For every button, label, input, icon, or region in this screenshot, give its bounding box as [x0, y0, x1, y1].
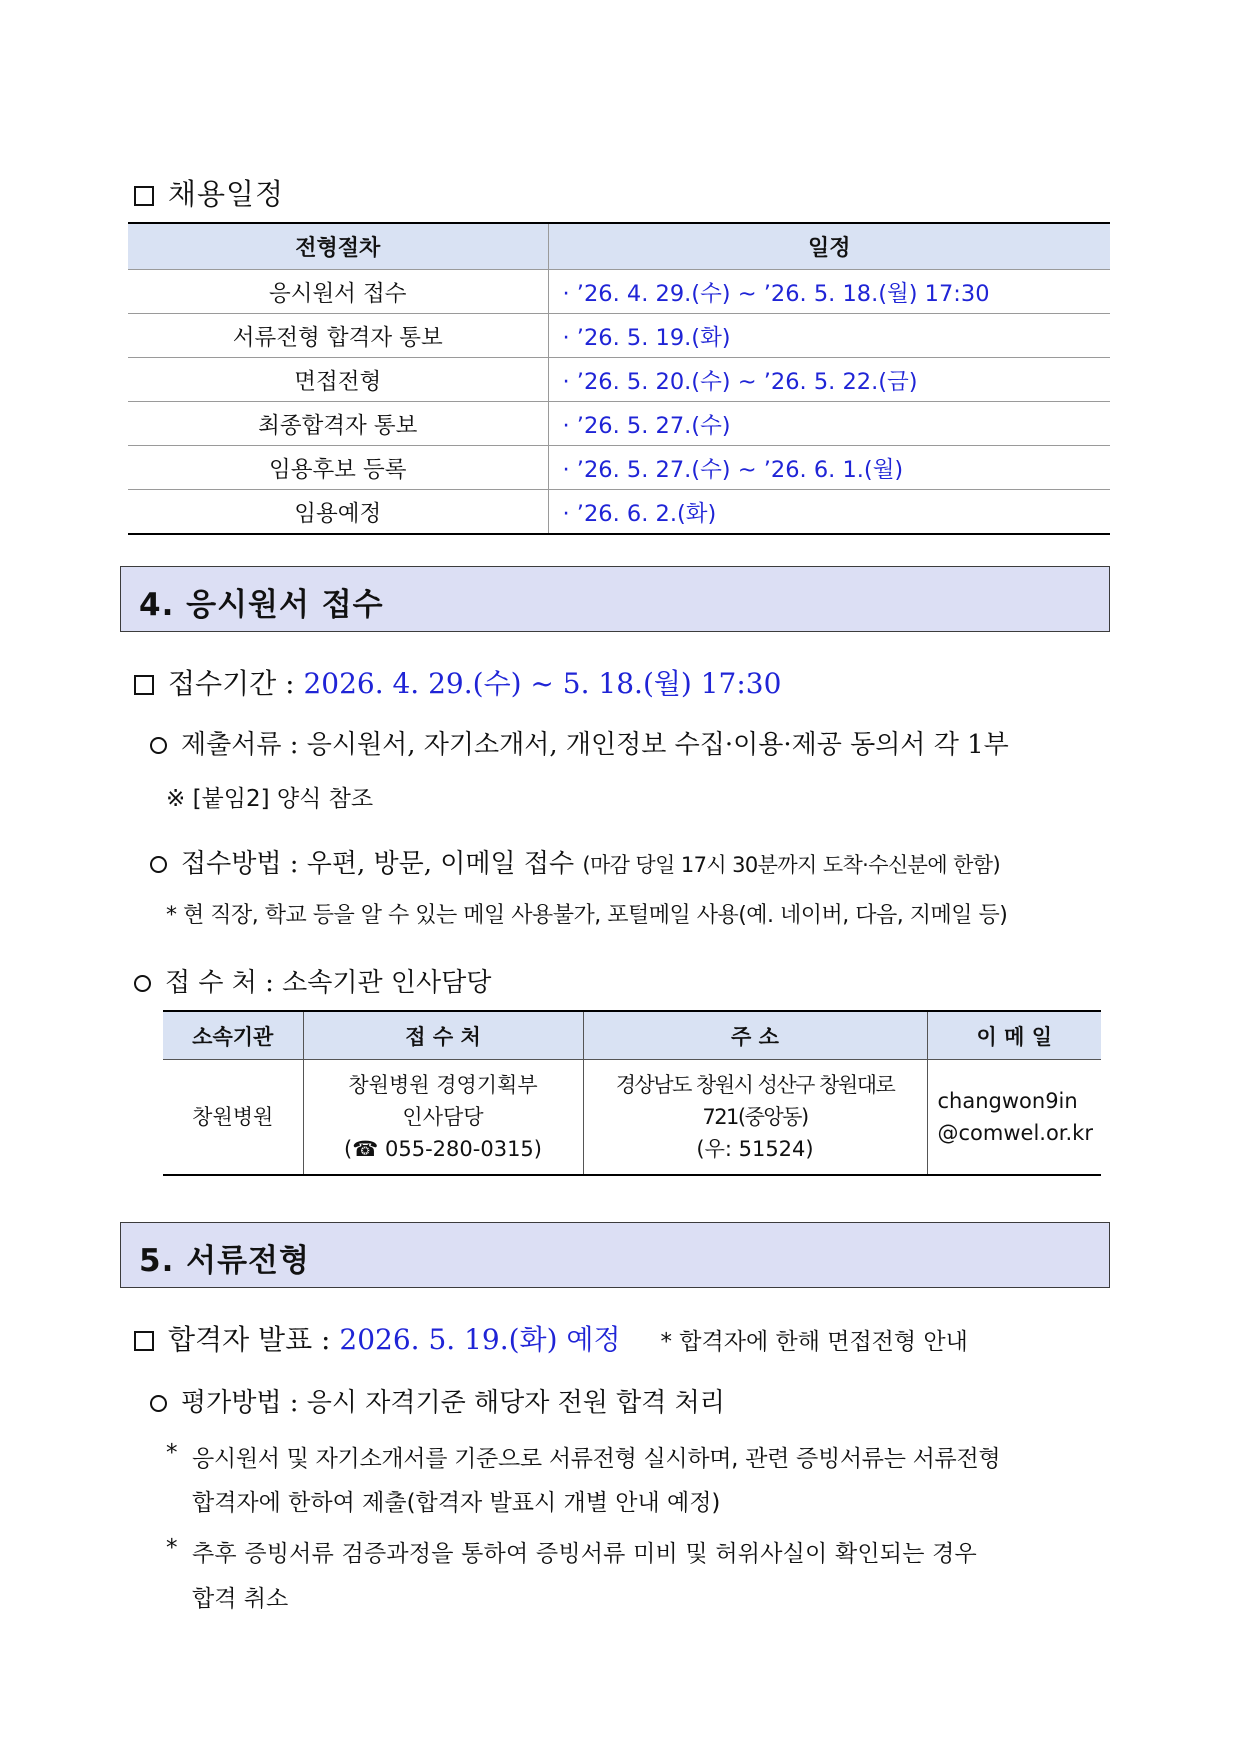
schedule-date: · ’26. 5. 27.(수) ~ ’26. 6. 1.(월): [548, 446, 1110, 490]
receipt-table: [163, 1010, 1101, 1176]
note1-line2: 합격자에 한하여 제출(합격자 발표시 개별 안내 예정): [192, 1490, 721, 1516]
address-postal: (우: 51524): [696, 1137, 814, 1161]
email-line: @comwel.or.kr: [937, 1121, 1093, 1145]
submit-docs-note: ※ [붙임2] 양식 참조: [166, 786, 374, 812]
receipt-period-value: 2026. 4. 29.(수) ~ 5. 18.(월) 17:30: [303, 667, 782, 700]
checkbox-square-icon: [134, 186, 154, 206]
col-header-date: 일정: [548, 223, 1110, 270]
table-row: [128, 270, 1110, 314]
receipt-place: [134, 962, 491, 999]
col-header-step: 전형절차: [128, 223, 548, 270]
announce: [134, 1318, 968, 1358]
announce-label: 합격자 발표 :: [168, 1323, 340, 1356]
schedule-heading: [134, 172, 284, 213]
receipt-method-paren: (마감 당일 17시 30분까지 도착·수신분에 한함): [582, 853, 1001, 877]
section4-title: 4. 응시원서 접수: [139, 587, 384, 623]
table-row: [128, 314, 1110, 358]
note1: [166, 1440, 178, 1466]
note1-line1: 응시원서 및 자기소개서를 기준으로 서류전형 실시하며, 관련 증빙서류는 서류전형: [192, 1446, 1001, 1472]
schedule-step: 서류전형 합격자 통보: [128, 314, 548, 358]
schedule-date: · ’26. 4. 29.(수) ~ ’26. 5. 18.(월) 17:30: [548, 270, 1110, 314]
note2: [166, 1535, 178, 1561]
circle-bullet-icon: [134, 975, 151, 992]
schedule-date: · ’26. 6. 2.(화): [548, 490, 1110, 535]
office-line: 창원병원 경영기획부: [348, 1073, 538, 1097]
address-line: 721(중앙동): [702, 1105, 808, 1129]
schedule-step: 면접전형: [128, 358, 548, 402]
note2-line1: 추후 증빙서류 검증과정을 통하여 증빙서류 미비 및 허위사실이 확인되는 경우: [192, 1541, 977, 1567]
table-row: [128, 402, 1110, 446]
section5-header: [120, 1222, 1110, 1288]
email-cell: [927, 1060, 1101, 1176]
eval-method-text: 평가방법 : 응시 자격기준 해당자 전원 합격 처리: [181, 1388, 725, 1418]
schedule-step: 응시원서 접수: [128, 270, 548, 314]
receipt-method-note: * 현 직장, 학교 등을 알 수 있는 메일 사용불가, 포털메일 사용(예. 네이버, 다음, 지메일 등): [166, 903, 1008, 928]
receipt-method-text: 접수방법 : 우편, 방문, 이메일 접수: [181, 849, 583, 879]
col-header-office: 접 수 처: [303, 1011, 583, 1060]
receipt-header-row: [163, 1011, 1101, 1060]
receipt-period: [134, 662, 781, 702]
table-row: [163, 1060, 1101, 1176]
checkbox-square-icon: [134, 1331, 154, 1351]
table-row: [128, 358, 1110, 402]
asterisk-icon: *: [166, 1535, 178, 1561]
org-cell: 창원병원: [163, 1060, 303, 1176]
office-cell: [303, 1060, 583, 1176]
email-line: changwon9in: [937, 1089, 1078, 1113]
submit-docs-text: 제출서류 : 응시원서, 자기소개서, 개인정보 수집·이용·제공 동의서 각 1부: [181, 730, 1009, 760]
table-row: [128, 446, 1110, 490]
col-header-email: 이 메 일: [927, 1011, 1101, 1060]
schedule-date: · ’26. 5. 19.(화): [548, 314, 1110, 358]
office-phone: (☎ 055-280-0315): [344, 1137, 542, 1161]
receipt-method: [150, 843, 1000, 880]
section5-title: 5. 서류전형: [139, 1243, 310, 1279]
schedule-heading-text: 채용일정: [168, 177, 285, 211]
address-cell: [583, 1060, 927, 1176]
col-header-address: 주 소: [583, 1011, 927, 1060]
section4-header: [120, 566, 1110, 632]
schedule-step: 최종합격자 통보: [128, 402, 548, 446]
schedule-date: · ’26. 5. 20.(수) ~ ’26. 5. 22.(금): [548, 358, 1110, 402]
checkbox-square-icon: [134, 675, 154, 695]
eval-method: [150, 1382, 725, 1419]
schedule-table: [128, 222, 1110, 535]
table-row: [128, 490, 1110, 535]
asterisk-icon: *: [166, 1440, 178, 1466]
submit-docs: [150, 724, 1009, 761]
receipt-period-label: 접수기간 :: [168, 667, 304, 700]
receipt-place-text: 접 수 처 : 소속기관 인사담당: [165, 968, 492, 998]
circle-bullet-icon: [150, 856, 167, 873]
col-header-org: 소속기관: [163, 1011, 303, 1060]
circle-bullet-icon: [150, 1395, 167, 1412]
announce-value: 2026. 5. 19.(화) 예정: [339, 1323, 621, 1356]
announce-note: * 합격자에 한해 면접전형 안내: [660, 1329, 968, 1355]
schedule-header-row: [128, 223, 1110, 270]
address-line: 경상남도 창원시 성산구 창원대로: [615, 1073, 895, 1097]
circle-bullet-icon: [150, 737, 167, 754]
note2-line2: 합격 취소: [192, 1586, 289, 1612]
office-line: 인사담당: [402, 1105, 484, 1129]
schedule-step: 임용예정: [128, 490, 548, 535]
schedule-step: 임용후보 등록: [128, 446, 548, 490]
schedule-date: · ’26. 5. 27.(수): [548, 402, 1110, 446]
